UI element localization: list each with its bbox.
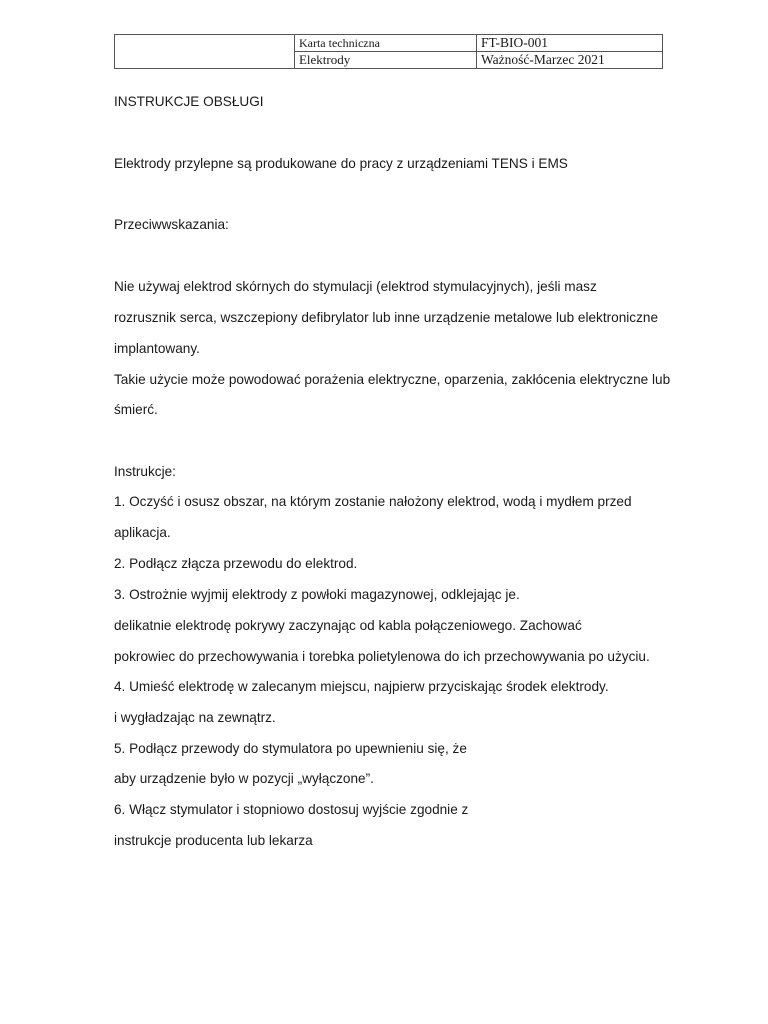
contraindication-line: Nie używaj elektrod skórnych do stymulacji (elektrod stymulacyjnych), jeśli masz <box>114 279 597 294</box>
header-doc-code: FT-BIO-001 <box>476 35 662 52</box>
instruction-line: 6. Włącz stymulator i stopniowo dostosuj wyjście zgodnie z <box>114 802 469 817</box>
instructions-title: Instrukcje: <box>114 464 176 479</box>
contraindication-line: Takie użycie może powodować porażenia elektryczne, oparzenia, zakłócenia elektryczne lub <box>114 372 671 387</box>
instruction-line: i wygładzając na zewnątrz. <box>114 710 276 725</box>
contraindication-line: rozrusznik serca, wszczepiony defibrylator lub inne urządzenie metalowe lub elektroniczne <box>114 310 659 325</box>
header-doc-type: Karta techniczna <box>294 35 476 52</box>
instruction-line: instrukcje producenta lub lekarza <box>114 833 313 848</box>
intro-paragraph: Elektrody przylepne są produkowane do pracy z urządzeniami TENS i EMS <box>114 156 568 171</box>
header-row <box>115 35 663 52</box>
document-header-table <box>114 34 663 69</box>
instruction-line: aplikacja. <box>114 525 171 540</box>
header-validity: Ważność-Marzec 2021 <box>476 52 662 69</box>
instruction-line: pokrowiec do przechowywania i torebka polietylenowa do ich przechowywania po użyciu. <box>114 649 650 664</box>
page-title: INSTRUKCJE OBSŁUGI <box>114 94 264 109</box>
instruction-line: 3. Ostrożnie wyjmij elektrody z powłoki magazynowej, odklejając je. <box>114 587 520 602</box>
instruction-line: 2. Podłącz złącza przewodu do elektrod. <box>114 556 358 571</box>
contraindication-line: implantowany. <box>114 341 200 356</box>
instruction-line: 4. Umieść elektrodę w zalecanym miejscu, najpierw przyciskając środek elektrody. <box>114 679 609 694</box>
header-logo-cell <box>115 35 295 69</box>
instruction-line: 5. Podłącz przewody do stymulatora po upewnieniu się, że <box>114 741 467 756</box>
instruction-line: aby urządzenie było w pozycji „wyłączone”. <box>114 771 374 786</box>
contraindication-line: śmierć. <box>114 402 158 417</box>
instruction-line: delikatnie elektrodę pokrywy zaczynając od kabla połączeniowego. Zachować <box>114 618 582 633</box>
contraindications-title: Przeciwwskazania: <box>114 217 229 232</box>
instruction-line: 1. Oczyść i osusz obszar, na którym zostanie nałożony elektrod, wodą i mydłem przed <box>114 494 632 509</box>
header-product: Elektrody <box>294 52 476 69</box>
